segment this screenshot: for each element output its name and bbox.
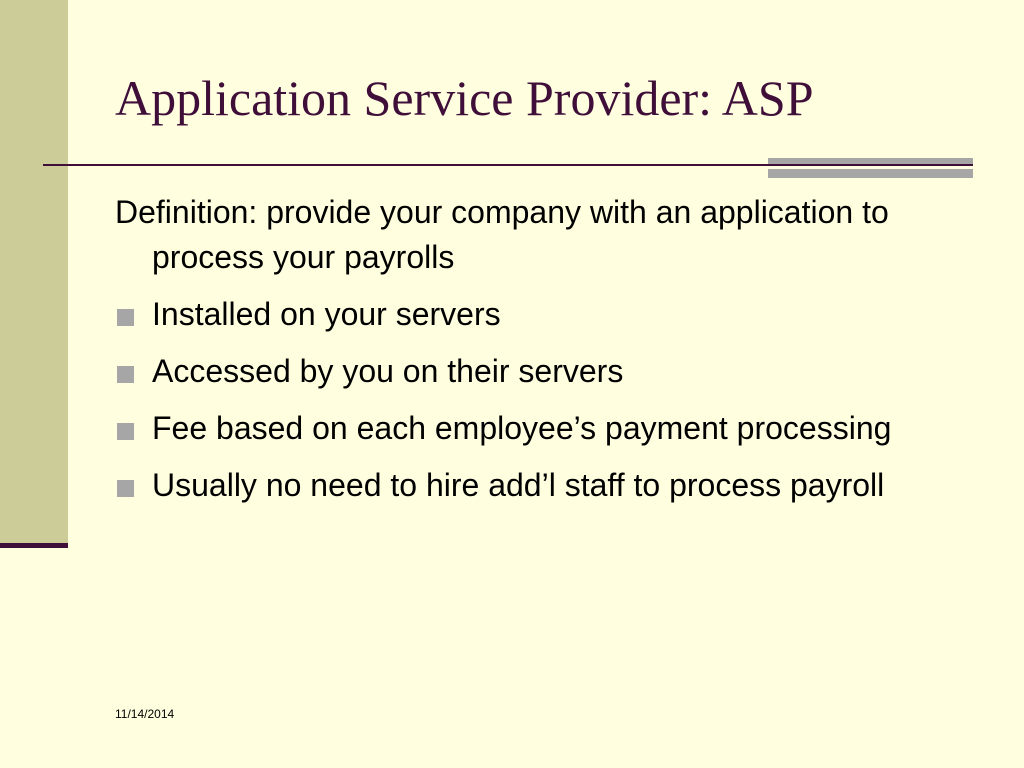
square-bullet-icon xyxy=(117,366,134,383)
definition-text: Definition: provide your company with an application to process your payrolls xyxy=(115,194,889,275)
left-side-band xyxy=(0,0,68,548)
definition-paragraph xyxy=(115,190,995,280)
slide-title: Application Service Provider: ASP xyxy=(115,70,814,126)
bullet-text: Fee based on each employee’s payment processing xyxy=(152,410,892,446)
bullet-text: Installed on your servers xyxy=(152,296,501,332)
title-divider xyxy=(43,164,973,166)
slide-body xyxy=(115,190,995,520)
bullet-item xyxy=(115,463,995,508)
square-bullet-icon xyxy=(117,480,134,497)
footer-date: 11/14/2014 xyxy=(115,707,175,721)
square-bullet-icon xyxy=(117,423,134,440)
bullet-text: Accessed by you on their servers xyxy=(152,353,624,389)
accent-bar-bottom xyxy=(768,169,973,178)
bullet-text: Usually no need to hire add’l staff to process payroll xyxy=(152,467,885,503)
bullet-item xyxy=(115,349,995,394)
bullet-item xyxy=(115,406,995,451)
square-bullet-icon xyxy=(117,309,134,326)
bullet-item xyxy=(115,292,995,337)
left-accent-rule xyxy=(0,543,68,548)
accent-bar-top xyxy=(768,158,973,164)
